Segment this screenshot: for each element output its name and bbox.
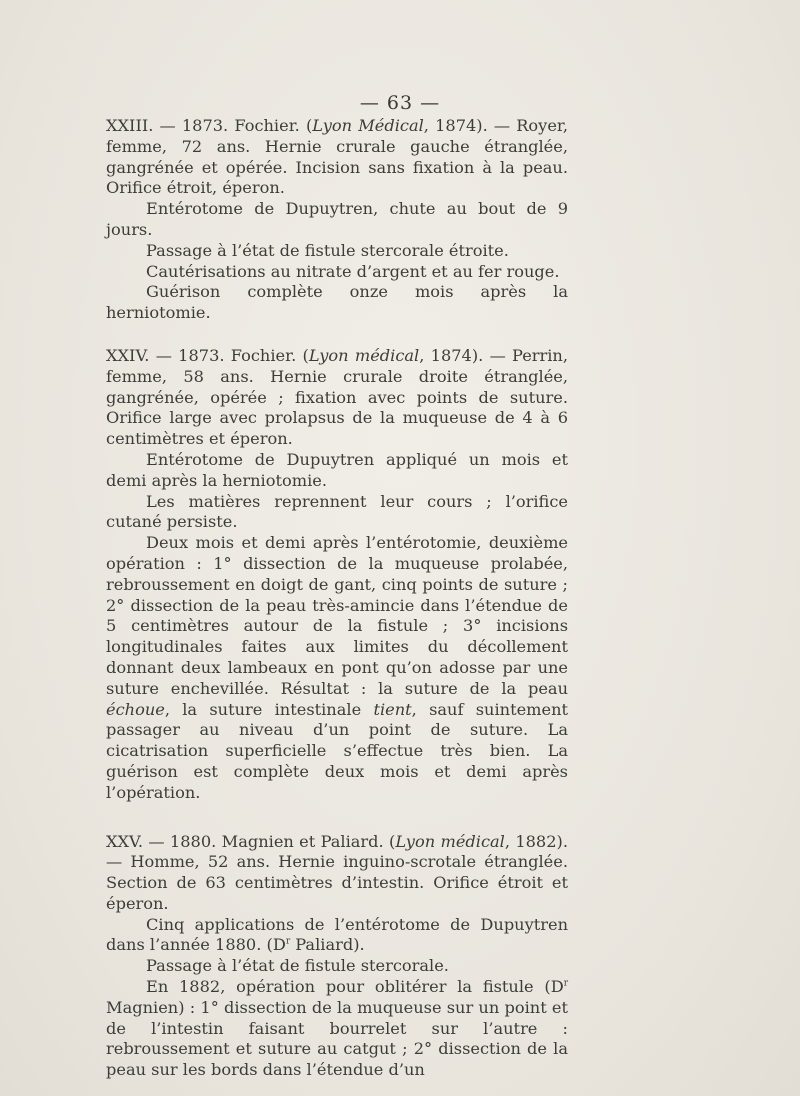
case-xxiii-intro: XXIII. — 1873. Fochier. (Lyon Médical, 1874). — Royer, femme, 72 ans. Hernie crurale gauche étranglée, gangrénée et opérée. Incision sans fixation à la peau. Orifice étroit, éperon. — [106, 116, 568, 198]
body-text — [106, 116, 568, 1081]
journal-title: Lyon médical — [308, 345, 420, 365]
case-xxiv-intro: XXIV. — 1873. Fochier. (Lyon médical, 1874). — Perrin, femme, 58 ans. Hernie crurale droite étranglée, gangrénée, opérée ; fixation avec points de suture. Orifice large avec prolapsus de la muqueuse de 4 à 6 centimètres et éperon. — [106, 345, 568, 449]
case-xxiv-paragraph: Les matières reprennent leur cours ; l’orifice cutané persiste. — [106, 491, 568, 532]
case-xxv-intro: XXV. — 1880. Magnien et Paliard. (Lyon médical, 1882). — Homme, 52 ans. Hernie inguino-scrotale étranglée. Section de 63 centimètres d’intestin. Orifice étroit et éperon. — [106, 831, 568, 913]
journal-title: Lyon médical — [395, 831, 505, 851]
case-xxv-paragraph: Passage à l’état de fistule stercorale. — [146, 956, 449, 976]
case-xxiii-paragraph: Passage à l’état de fistule stercorale étroite. — [146, 240, 509, 260]
case-xxiv-paragraph: Deux mois et demi après l’entérotomie, deuxième opération : 1° dissection de la muqueuse prolabée, rebroussement en doigt de gant, cinq points de suture ; 2° dissection de la peau très-amincie dans l’étendue de 5 centimètres autour de la fistule ; 3° incisions longitudinales faites aux limites du décollement donnant deux lambeaux en pont qu’on adosse par une suture enchevillée. Résultat : la suture de la peau échoue, la suture intestinale tient, sauf suintement passager au niveau d’un point de suture. La cicatrisation superficielle s’effectue très bien. La guérison est complète deux mois et demi après l’opération. — [106, 533, 569, 802]
case-xxiii-paragraph: Guérison complète onze mois après la herniotomie. — [106, 282, 568, 323]
case-xxiii-paragraph: Cautérisations au nitrate d’argent et au fer rouge. — [146, 261, 560, 281]
case-xxiv-paragraph: Entérotome de Dupuytren appliqué un mois et demi après la herniotomie. — [106, 449, 568, 490]
case-xxiii-paragraph: Entérotome de Dupuytren, chute au bout de 9 jours. — [106, 199, 568, 239]
case-xxv-paragraph: En 1882, opération pour oblitérer la fistule ($D^r$ Magnien) : 1° dissection de la muqueuse sur un point et de l’intestin faisant bourrelet sur l’autre : rebroussement et suture au catgut ; 2° dissection de la peau sur les bords dans l’étendue d’un — [106, 977, 568, 1080]
journal-title: Lyon Médical — [312, 116, 424, 135]
case-xxv-paragraph: Cinq applications de l’entérotome de Dupuytren dans l’année 1880. ($D^r$ Paliard). — [106, 914, 568, 955]
page-number: — 63 — — [359, 92, 441, 114]
